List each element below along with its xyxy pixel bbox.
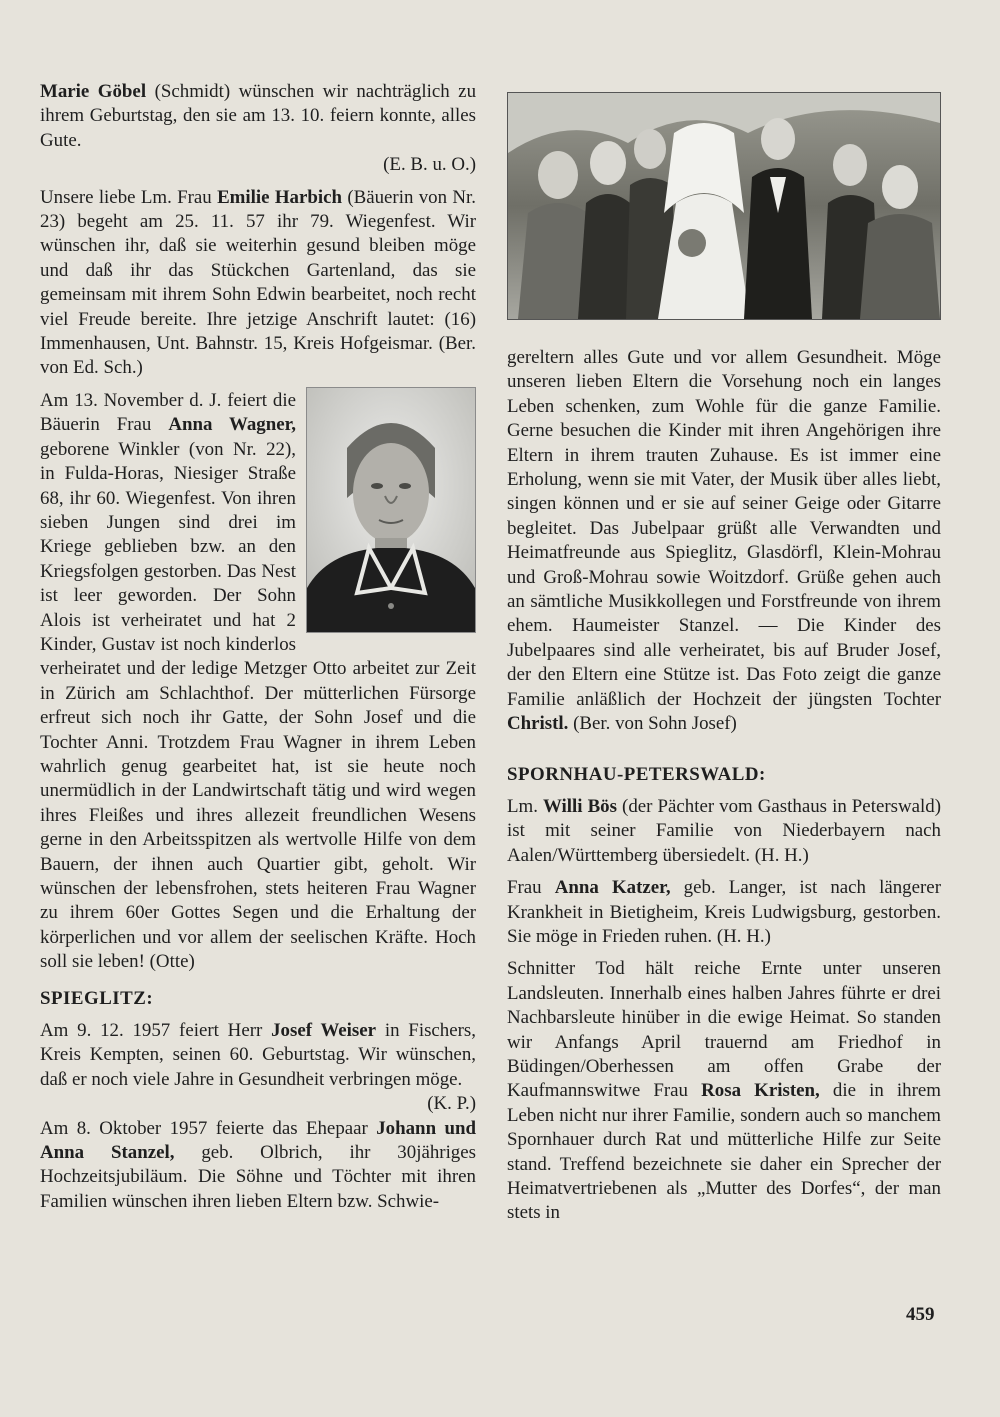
article-anna-katzer <box>507 876 941 949</box>
text-run: Frau <box>507 877 555 899</box>
section-heading-spornhau-peterswald: SPORNHAU-PETERSWALD: <box>507 763 766 785</box>
portrait-image <box>307 388 475 632</box>
article-marie-goebel <box>40 80 476 153</box>
wedding-photo-image <box>508 93 940 319</box>
text-run: Unsere liebe Lm. Frau <box>40 186 218 208</box>
credit-kp: (K. P.) <box>427 1093 476 1115</box>
text-run: (der Pächter vom Gasthaus in Peterswald) ist mit seiner Familie von Niederbayern nach Aalen/Württemberg übersiedelt. (H. H.) <box>507 795 941 866</box>
right-column <box>507 80 941 1226</box>
bold-name: Johann und Anna Stanzel, <box>40 1117 476 1164</box>
text-run: geb. Olbrich, ihr 30jähriges Hochzeitsjubiläum. Die Söhne und Töchter mit ihren Familien wünschen ihren lieben Eltern bzw. Schwie- <box>40 1142 476 1212</box>
bold-name: Josef Weiser <box>271 1020 377 1042</box>
text-run: geb. Langer, ist nach längerer Krankheit in Bietigheim, Kreis Ludwigsburg, gestorben. Sie möge in Frieden ruhen. (H. H.) <box>507 877 941 947</box>
bold-name: Emilie Harbich <box>217 186 343 208</box>
article-stanzel-anniversary <box>40 1117 476 1215</box>
text-run: geborene Winkler (von Nr. 22), in Fulda-Horas, Niesiger Straße 68, ihr 60. Wiegenfest. Von ihren sieben Jungen sind drei im Kriege geblieben bzw. an den Kriegsfolgen gestorben. Das Nest ist leer geworden. Der Sohn Alois ist verheiratet und hat 2 Kinder, Gustav ist noch kinderlos verheiratet und der ledige Metzger Otto arbeitet zur Zeit in Zürich am Schlachthof. Der mütterlichen Fürsorge erfreut sich noch ihr Gatte, der Sohn Josef und die Tochter Anni. Trotzdem Frau Wagner in ihrem Leben wahrlich genug gearbeitet hat, ist sie heute noch unermüdlich in der Landwirtschaft tätig und wird wegen ihres Fleißes und ihres allezeit freundlichen Wesens gerne in den Arbeitsspitzen als wertvolle Hilfe von dem Bauern, der ihnen auch Quartier gibt, geholt. Wir wünschen der lebensfrohen, stets heiteren Frau Wagner zu ihrem 60er Gottes Segen und die Erhaltung der körperlichen und vor allem der seelischen Kräfte. Hoch soll sie leben! (Otte) <box>40 438 476 973</box>
bold-name: Rosa Kristen, <box>701 1080 820 1102</box>
article-rosa-kristen <box>507 957 941 1225</box>
text-run: gereltern alles Gute und vor allem Gesundheit. Möge unseren lieben Eltern die Vorsehung noch ein langes Leben schenken, zum Wohle für die ganze Familie. Gerne besuchen die Kinder mit ihren Angehörigen ihre Eltern in ihrem trauten Zuhause. Es ist immer eine Erholung, wenn sie mit Vater, der Musik über alles liebt, singen können und er sie auf seiner Geige oder Gitarre begleitet. Das Jubelpaar grüßt alle Verwandten und Heimatfreunde aus Spieglitz, Glasdörfl, Klein-Mohrau und Groß-Mohrau sowie Woitzdorf. Grüße gehen auch an sämtliche Musikkollegen und Forstfreunde von ihrem ehem. Haumeister Stanzel. — Die Kinder des Jubelpaares sind alle verheiratet, bis auf Bruder Josef, der den Eltern eine Stütze ist. Das Foto zeigt die ganze Familie anläßlich der Hochzeit der jüngsten Tochter <box>507 347 941 710</box>
left-column <box>40 80 476 1214</box>
text-run: (Schmidt) wünschen wir nachträglich zu ihrem Geburtstag, den sie am 13. 10. feiern konnte, alles Gute. <box>40 81 477 151</box>
bold-name: Anna Wagner, <box>168 414 297 436</box>
text-run: Am 8. Oktober 1957 feierte das Ehepaar <box>40 1117 377 1139</box>
text-run: Schnitter Tod hält reiche Ernte unter unseren Landsleuten. Innerhalb eines halben Jahres führte er drei Nachbarsleute hinüber in die ewige Heimat. So standen wir Anfangs April trauernd am Friedhof in Büdingen/Oberhessen am offen Grabe der Kaufmannswitwe Frau <box>507 958 941 1102</box>
wedding-family-photo <box>507 92 941 320</box>
text-run: in Fischers, Kreis Kempten, seinen 60. Geburtstag. Wir wünschen, daß er noch viele Jahre in Gesundheit verbringen möge. <box>40 1020 476 1090</box>
article-josef-weiser <box>40 1019 476 1092</box>
section-heading-spieglitz: SPIEGLITZ: <box>40 987 154 1009</box>
article-stanzel-continued <box>507 346 941 737</box>
text-run: (Ber. von Sohn Josef) <box>568 713 737 735</box>
text-run: die in ihrem Leben nicht nur ihrer Familie, sondern auch so manchem Spornhauer durch Rat und mütterliche Hilfe zur Seite stand. Treffend bezeichnete sie daher ein Sprecher der Heimatvertriebenen als „Mutter des Dorfes“, der man stets in <box>507 1080 941 1224</box>
text-run: Am 13. November d. J. feiert die Bäuerin Frau <box>40 389 296 436</box>
portrait-photo-anna-wagner <box>306 387 476 633</box>
bold-name: Marie Göbel <box>40 81 147 102</box>
text-run: (Bäuerin von Nr. 23) begeht am 25. 11. 57 ihr 79. Wiegenfest. Wir wünschen ihr, daß sie weiterhin gesund bleiben möge und daß ihr das Stückchen Gartenland, das sie gemeinsam mit ihrem Sohn Edwin bearbeitet, noch recht viel Freude bereite. Ihre jetzige Anschrift lautet: (16) Immenhausen, Unt. Bahnstr. 15, Kreis Hofgeismar. (Ber. von Ed. Sch.) <box>40 186 476 379</box>
article-willi-boes <box>507 795 941 868</box>
credit-ebuo: (E. B. u. O.) <box>383 154 476 176</box>
text-run: Am 9. 12. 1957 feiert Herr <box>40 1020 272 1042</box>
article-emilie-harbich <box>40 186 476 381</box>
bold-name: Willi Bös <box>543 795 617 817</box>
text-run: Lm. <box>507 795 543 817</box>
page-number: 459 <box>906 1304 935 1325</box>
bold-name: Anna Katzer, <box>554 877 671 899</box>
bold-name: Christl. <box>507 713 569 735</box>
